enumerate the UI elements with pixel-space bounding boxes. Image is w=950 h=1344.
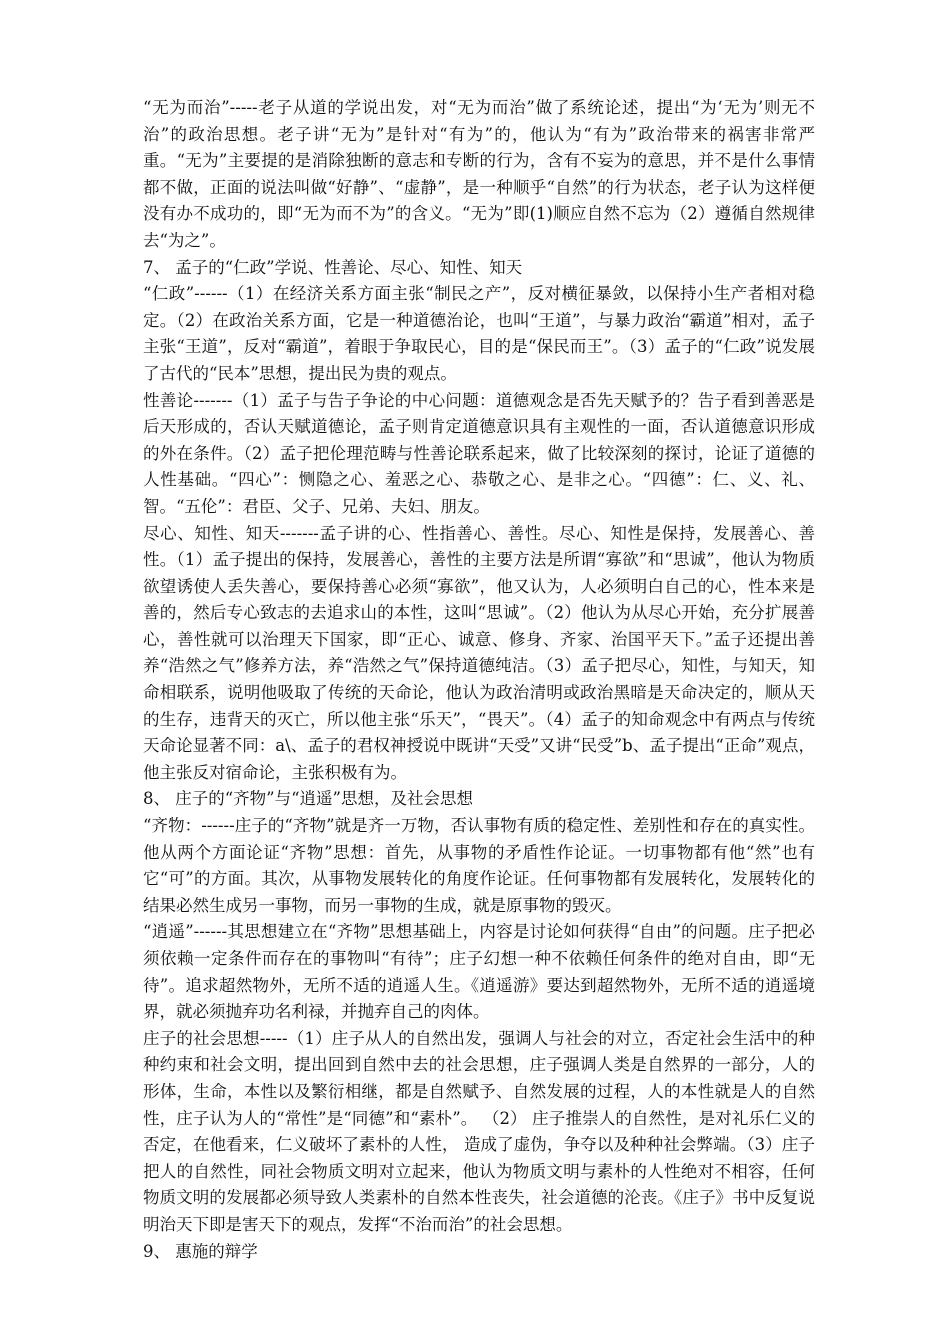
paragraph-zhuangzi-social-thought: 庄子的社会思想-----（1）庄子从人的自然出发，强调人与社会的对立，否定社会生活中的种种约束和社会文明，提出回到自然中去的社会思想，庄子强调人类是自然界的一部分，人的形体，生命，本性以及繁衍相继，都是自然赋予、自然发展的过程，人的本性就是人的自然性，庄子认为人的“常性”是“同德”和“素朴”。 （2） 庄子推崇人的自然性，是对礼乐仁义的否定，在他看来，仁义破坏了素朴的人性， 造成了虚伪，争夺以及种种社会弊端。（3）庄子把人的自然性，同社会物质文明对立起来，他认为物质文明与素朴的人性绝对不相容，任何物质文明的发展都必须导致人类素朴的自然本性丧失，社会道德的沦丧。《庄子》书中反复说明治天下即是害天下的观点，发挥“不治而治”的社会思想。 bbox=[143, 1028, 815, 1234]
paragraph-wuwei-erzhi: “无为而治”-----老子从道的学说出发，对“无为而治”做了系统论述，提出“为‘无为’则无不治”的政治思想。老子讲“无为”是针对“有为”的，他认为“有为”政治带来的祸害非常严重。“无为”主要提的是消除独断的意志和专断的行为，含有不妄为的意思，并不是什么事情都不做，正面的说法叫做“好静”、“虚静”，是一种顺乎“自然”的行为状态，老子认为这样便没有办不成功的，即“无为而不为”的含义。“无为”即(1)顺应自然不忘为（2）遵循自然规律去“为之”。 bbox=[143, 98, 815, 250]
paragraph-jinxin-zhixing-zhitian: 尽心、知性、知天-------孟子讲的心、性指善心、善性。尽心、知性是保持，发展善心、善性。（1）孟子提出的保持，发展善心，善性的主要方法是所谓“寡欲”和“思诚”，他认为物质欲望诱使人丢失善心，要保持善心必须“寡欲”，他又认为，人必须明白自己的心，性本来是善的，然后专心致志的去追求山的本性，这叫“思诚”。（2）他认为从尽心开始，充分扩展善心，善性就可以治理天下国家，即“正心、诚意、修身、齐家、治国平天下。”孟子还提出善养“浩然之气”修养方法，养“浩然之气”保持道德纯洁。（3）孟子把尽心，知性，与知天，知命相联系，说明他吸取了传统的天命论，他认为政治清明或政治黑暗是天命决定的，顺从天的生存，违背天的灭亡，所以他主张“乐天”，“畏天”。（4）孟子的知命观念中有两点与传统天命论显著不同：a\、孟子的君权神授说中既讲“天受”又讲“民受”b、孟子提出“正命”观点，他主张反对宿命论，主张积极有为。 bbox=[143, 523, 815, 782]
section-heading-7: 7、 孟子的“仁政”学说、性善论、尽心、知性、知天 bbox=[143, 257, 523, 277]
section-heading-8: 8、 庄子的“齐物”与“逍遥”思想，及社会思想 bbox=[143, 789, 473, 809]
section-heading-9: 9、 惠施的辩学 bbox=[143, 1241, 258, 1261]
paragraph-xingshanlun: 性善论-------（1）孟子与告子争论的中心问题：道德观念是否先天赋予的？告子看到善恶是后天形成的，否认天赋道德论，孟子则肯定道德意识具有主观性的一面，否认道德意识形成的外在条件。（2）孟子把伦理范畴与性善论联系起来，做了比较深刻的探讨，论证了道德的人性基础。“四心”：恻隐之心、羞恶之心、恭敬之心、是非之心。“四德”：仁、义、礼、智。“五伦”：君臣、父子、兄弟、夫妇、朋友。 bbox=[143, 390, 815, 516]
document-page bbox=[143, 95, 815, 1265]
paragraph-qiwu: “齐物：------庄子的“齐物”就是齐一万物，否认事物有质的稳定性、差别性和存在的真实性。他从两个方面论证“齐物”思想：首先，从事物的矛盾性作论证。一切事物都有他“然”也有它“可”的方面。其次，从事物发展转化的角度作论证。任何事物都有发展转化，发展转化的结果必然生成另一事物，而另一事物的生成，就是原事物的毁灭。 bbox=[143, 816, 815, 915]
paragraph-xiaoyao: “逍遥”------其思想建立在“齐物”思想基础上，内容是讨论如何获得“自由”的问题。庄子把必须依赖一定条件而存在的事物叫“有待”；庄子幻想一种不依赖任何条件的绝对自由，即“无待”。追求超然物外，无所不适的逍遥人生。《逍遥游》要达到超然物外，无所不适的逍遥境界，就必须抛弃功名利禄，并抛弃自己的肉体。 bbox=[143, 922, 815, 1022]
paragraph-renzheng: “仁政”------（1）在经济关系方面主张“制民之产”，反对横征暴敛，以保持小生产者相对稳定。（2）在政治关系方面，它是一种道德治论，也叫“王道”，与暴力政治“霸道”相对，孟子主张“王道”，反对“霸道”，着眼于争取民心，目的是“保民而王”。（3）孟子的“仁政”说发展了古代的“民本”思想，提出民为贵的观点。 bbox=[143, 284, 815, 383]
